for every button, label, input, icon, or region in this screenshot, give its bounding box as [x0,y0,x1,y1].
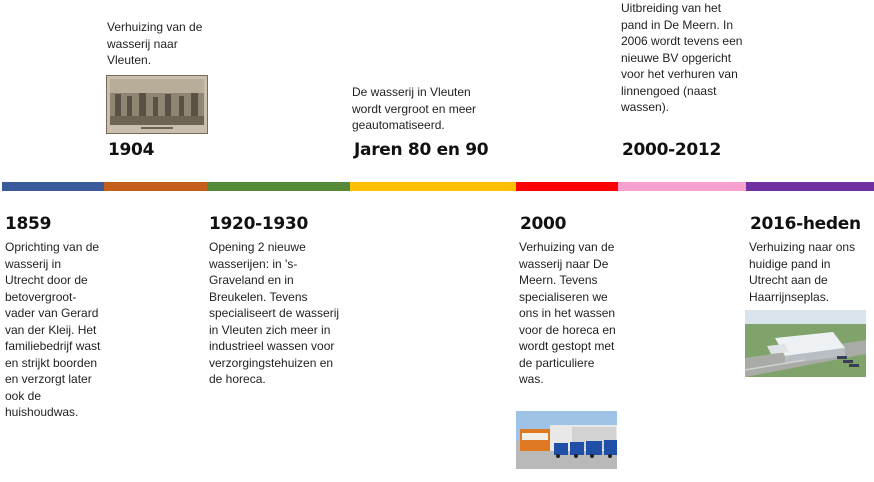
timeline-segment-4 [350,182,516,191]
event-1859-year: 1859 [5,214,52,234]
event-1920-1930-text: Opening 2 nieuwe wasserijen: in 's-Graveland en in Breukelen. Tevens specialiseert de wasserij in Vleuten zich meer in industrieel wassen voor verzorgingstehuizen en de horeca. [209,240,340,386]
event-2016-text: Verhuizing naar ons huidige pand in Utrecht aan de Haarrijnseplas. [749,240,856,304]
event-1920-1930-year: 1920-1930 [209,214,308,234]
timeline-segment-6 [618,182,746,191]
timeline-segment-2 [104,182,207,191]
event-2000-year: 2000 [520,214,567,234]
historic-laundry-photo [106,75,208,134]
event-1859-text: Oprichting van de wasserij in Utrecht door de betovergroot-vader van Gerard van der Kleij. Het familiebedrijf wast en strijkt boorden en verzorgt later ook de huishoudwas. [5,240,101,419]
trucks-building-photo [516,411,617,469]
event-jaren80-year: Jaren 80 en 90 [354,140,489,160]
event-2000-text: Verhuizing van de wasserij naar De Meern. Tevens specialiseren we ons in het wassen voor de horeca en wordt gestopt met de particuliere was. [519,240,616,386]
event-2016-year: 2016-heden [750,214,861,234]
event-2000-2012-year: 2000-2012 [622,140,721,160]
event-1904-text: Verhuizing van de wasserij naar Vleuten. [107,20,203,67]
timeline-segment-7 [746,182,874,191]
event-1904-year: 1904 [108,140,155,160]
timeline-segment-3 [207,182,350,191]
event-2000-2012-text: Uitbreiding van het pand in De Meern. In 2006 wordt tevens een nieuwe BV opgericht voor het verhuren van linnengoed (naast wassen). [621,1,743,114]
event-jaren80-text: De wasserij in Vleuten wordt vergroot en meer geautomatiseerd. [352,85,477,132]
timeline-segment-5 [516,182,618,191]
aerial-building-photo [745,310,866,377]
timeline-segment-1 [2,182,104,191]
